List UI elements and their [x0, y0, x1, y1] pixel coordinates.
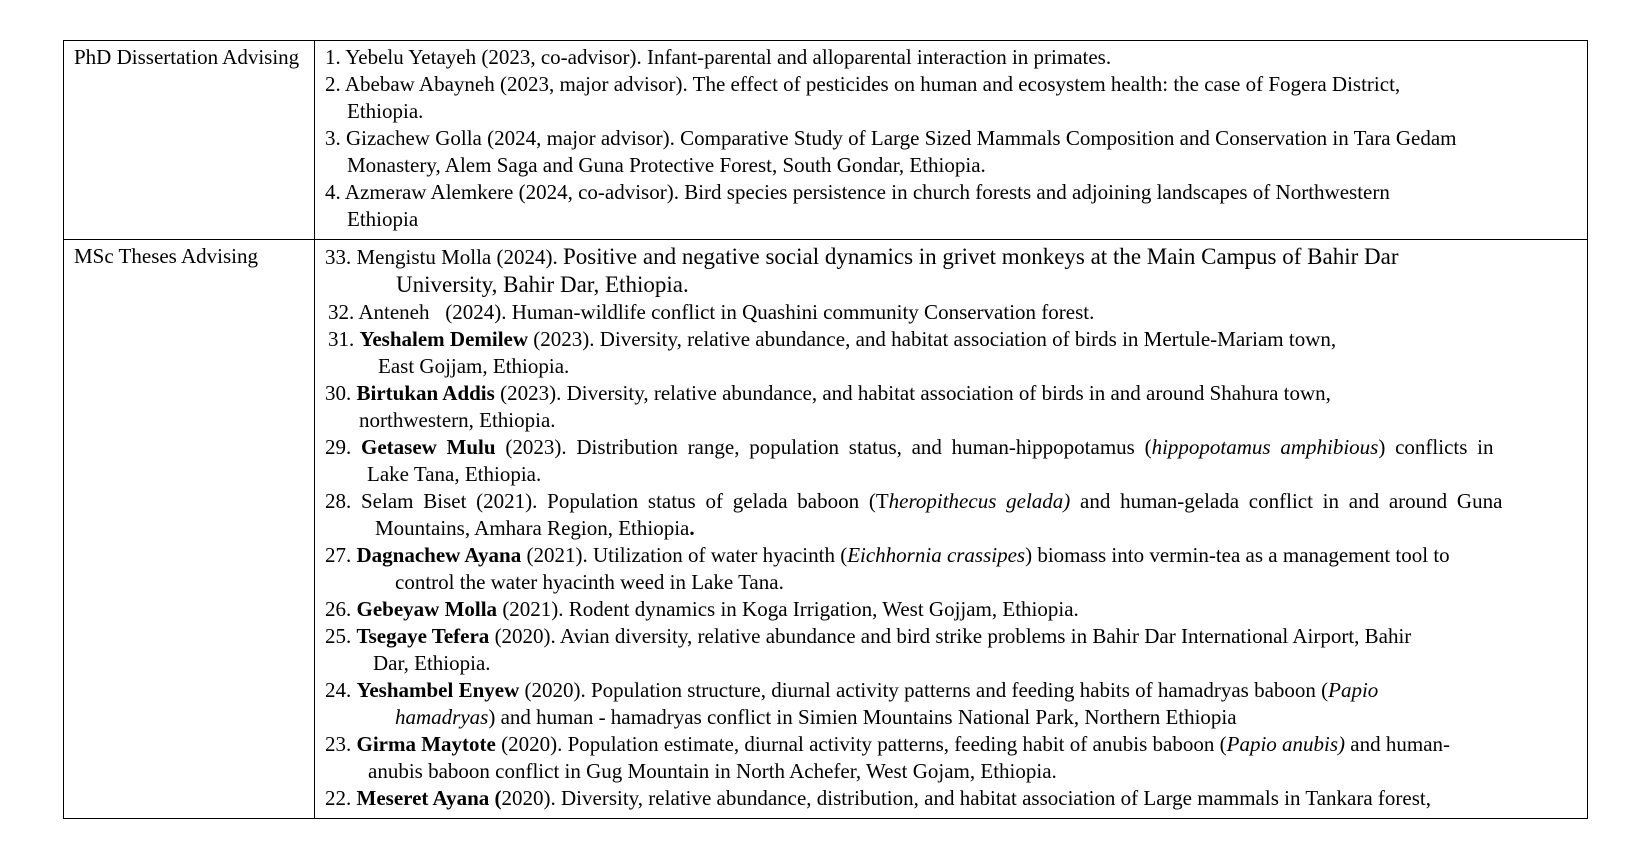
item-line — [325, 299, 1581, 326]
text-segment: anubis baboon conflict in Gug Mountain in North Achefer, West Gojam, Ethiopia. — [368, 759, 1057, 783]
item-line — [325, 44, 1581, 71]
item-line — [325, 152, 1581, 179]
text-segment: Lake Tana, Ethiopia. — [367, 462, 542, 486]
text-segment: Getasew Mulu — [361, 435, 496, 459]
text-segment: 26. — [325, 597, 357, 621]
advisee-item — [325, 380, 1581, 434]
text-segment: University, Bahir Dar, Ethiopia. — [396, 272, 689, 297]
text-segment: Eichhornia crassipes — [847, 543, 1026, 567]
text-segment: Papio anubis) — [1226, 732, 1346, 756]
item-line — [325, 488, 1581, 515]
item-line — [325, 353, 1581, 380]
item-line — [325, 650, 1581, 677]
text-segment: (2023). Diversity, relative abundance, and habitat association of birds in Mertule-Mariam town, — [528, 327, 1337, 351]
text-segment: 1. Yebelu Yetayeh (2023, co-advisor). Infant-parental and alloparental interaction in primates. — [325, 45, 1112, 69]
advisee-item — [325, 542, 1581, 596]
advisee-item — [325, 179, 1581, 233]
text-segment: 30. — [325, 381, 357, 405]
advisee-item — [325, 488, 1581, 542]
text-segment: hippopotamus amphibious — [1151, 435, 1379, 459]
text-segment: 31. — [328, 327, 360, 351]
item-line — [325, 704, 1581, 731]
item-line — [325, 71, 1581, 98]
text-segment: 24. — [325, 678, 357, 702]
text-segment: control the water hyacinth weed in Lake Tana. — [395, 570, 784, 594]
text-segment: Meseret Ayana ( — [356, 786, 502, 810]
item-line — [325, 434, 1581, 461]
advisee-item — [325, 596, 1581, 623]
text-segment: ) biomass into vermin-tea as a management tool to — [1025, 543, 1450, 567]
advisee-item — [325, 125, 1581, 179]
advisee-item — [325, 731, 1581, 785]
advisee-item — [325, 785, 1581, 812]
text-segment: (2020). Population estimate, diurnal activity patterns, feeding habit of anubis baboon ( — [495, 732, 1227, 756]
advising-table-body — [64, 41, 1588, 819]
text-segment: Tsegaye Tefera — [356, 624, 490, 648]
text-segment: northwestern, Ethiopia. — [359, 408, 556, 432]
advisee-item — [325, 623, 1581, 677]
row-label: MSc Theses Advising — [74, 244, 258, 268]
text-segment: heropithecus gelada) — [888, 489, 1071, 513]
text-segment: 23. — [325, 732, 357, 756]
advising-table — [63, 40, 1588, 819]
advisee-item — [325, 434, 1581, 488]
row-label: PhD Dissertation Advising — [74, 45, 300, 69]
text-segment: ) and human - hamadryas conflict in Simien Mountains National Park, Northern Ethiopia — [488, 705, 1237, 729]
text-segment: 3. Gizachew Golla (2024, major advisor). Comparative Study of Large Sized Mammals Composition and Conservation in Tara Gedam — [325, 126, 1457, 150]
text-segment: Papio — [1328, 678, 1379, 702]
text-segment: 32. Anteneh (2024). Human-wildlife conflict in Quashini community Conservation forest. — [328, 300, 1095, 324]
text-segment: and human- — [1345, 732, 1451, 756]
text-segment: Monastery, Alem Saga and Guna Protective Forest, South Gondar, Ethiopia. — [347, 153, 986, 177]
text-segment: (2020). Population structure, diurnal activity patterns and feeding habits of hamadryas baboon ( — [519, 678, 1329, 702]
item-line — [325, 380, 1581, 407]
text-segment: (2020). Avian diversity, relative abundance and bird strike problems in Bahir Dar International Airport, Bahir — [489, 624, 1412, 648]
item-line — [325, 461, 1581, 488]
text-segment: Girma Maytote — [356, 732, 496, 756]
text-segment: 28. Selam Biset (2021). Population status of gelada baboon (T — [325, 489, 889, 513]
text-segment: Ethiopia. — [347, 99, 424, 123]
item-line — [325, 125, 1581, 152]
item-line — [325, 243, 1581, 271]
text-segment: 22. — [325, 786, 357, 810]
advisee-item — [325, 71, 1581, 125]
item-line — [325, 569, 1581, 596]
item-line — [325, 326, 1581, 353]
row-items-cell — [315, 41, 1588, 240]
text-segment: 29. — [325, 435, 361, 459]
item-line — [325, 515, 1581, 542]
item-line — [325, 206, 1581, 233]
text-segment: Dagnachew Ayana — [356, 543, 522, 567]
text-segment: 25. — [325, 624, 357, 648]
text-segment: Mountains, Amhara Region, Ethiopia — [375, 516, 690, 540]
item-line — [325, 179, 1581, 206]
text-segment: 4. Azmeraw Alemkere (2024, co-advisor). Bird species persistence in church forests and adjoining landscapes of Northwestern — [325, 180, 1390, 204]
text-segment: 33. Mengistu Molla (2024). — [325, 245, 563, 269]
text-segment: Yeshambel Enyew — [356, 678, 520, 702]
text-segment: (2023). Diversity, relative abundance, and habitat association of birds in and around Shahura town, — [494, 381, 1331, 405]
text-segment: (2023). Distribution range, population status, and human-hippopotamus ( — [495, 435, 1152, 459]
text-segment: Dar, Ethiopia. — [373, 651, 491, 675]
text-segment: hamadryas — [395, 705, 489, 729]
text-segment: (2021). Rodent dynamics in Koga Irrigation, West Gojjam, Ethiopia. — [497, 597, 1079, 621]
text-segment: ) conflicts in — [1378, 435, 1494, 459]
advisee-item — [325, 677, 1581, 731]
item-line — [325, 98, 1581, 125]
item-line — [325, 623, 1581, 650]
text-segment: Yeshalem Demilew — [359, 327, 529, 351]
text-segment: and human-gelada conflict in and around Guna — [1070, 489, 1503, 513]
item-line — [325, 677, 1581, 704]
table-row — [64, 240, 1588, 819]
row-items-cell — [315, 240, 1588, 819]
advisee-item — [325, 44, 1581, 71]
item-line — [325, 785, 1581, 812]
row-label-cell — [64, 41, 315, 240]
table-row — [64, 41, 1588, 240]
advisee-item — [325, 326, 1581, 380]
text-segment: 27. — [325, 543, 357, 567]
item-line — [325, 407, 1581, 434]
text-segment: Ethiopia — [347, 207, 419, 231]
text-segment: . — [689, 516, 695, 540]
row-label-cell — [64, 240, 315, 819]
item-line — [325, 758, 1581, 785]
text-segment: Gebeyaw Molla — [356, 597, 498, 621]
text-segment: (2021). Utilization of water hyacinth ( — [521, 543, 848, 567]
text-segment: Birtukan Addis — [356, 381, 495, 405]
item-line — [325, 271, 1581, 299]
text-segment: 2. Abebaw Abayneh (2023, major advisor). The effect of pesticides on human and ecosystem health: the case of Fogera District, — [325, 72, 1401, 96]
advisee-item — [325, 243, 1581, 299]
item-line — [325, 542, 1581, 569]
advisee-item — [325, 299, 1581, 326]
text-segment: 2020). Diversity, relative abundance, distribution, and habitat association of Large mammals in Tankara forest, — [501, 786, 1431, 810]
item-line — [325, 731, 1581, 758]
item-line — [325, 596, 1581, 623]
text-segment: Positive and negative social dynamics in grivet monkeys at the Main Campus of Bahir Dar — [562, 244, 1399, 269]
text-segment: East Gojjam, Ethiopia. — [378, 354, 570, 378]
